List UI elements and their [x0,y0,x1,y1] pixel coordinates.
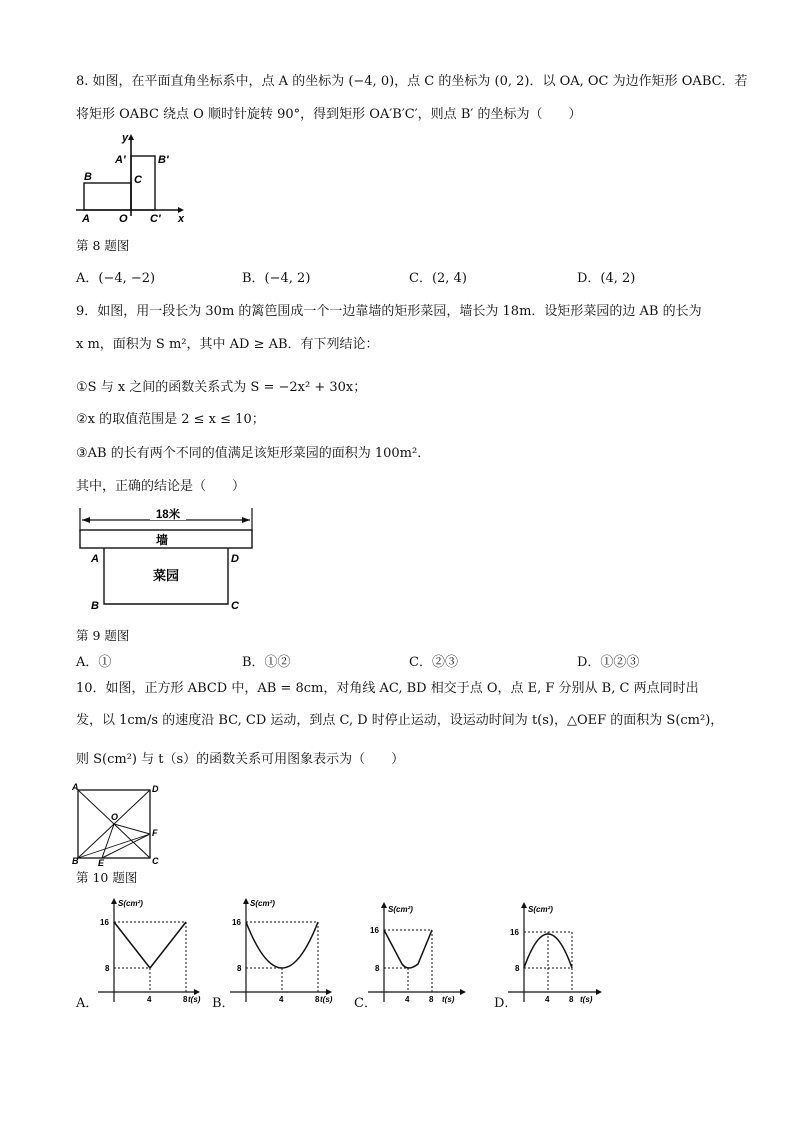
q9-garden-label: 菜园 [152,568,180,583]
q10-option-c-label[interactable]: C． [354,996,377,1011]
q10-graph-a-curve [114,922,186,968]
q10-option-a-label[interactable]: A． [76,996,99,1011]
q10-label-d: D [152,784,159,794]
svg-text:4: 4 [147,995,152,1004]
svg-text:t(s): t(s) [580,995,593,1004]
q9-label-d: D [231,553,239,565]
q10-stem-line-1: 10．如图，正方形 ABCD 中，AB = 8cm，对角线 AC, BD 相交于点 O，点 E, F 分别从 B, C 两点同时出 [76,681,699,696]
q10-graph-c[interactable] [362,900,470,1010]
q8-y-arrow [128,134,134,140]
q10-label-o: O [111,812,119,822]
q9-label-c: C [231,600,239,612]
q9-label-a: A [91,553,99,565]
q10-figure [72,782,162,866]
svg-text:8: 8 [315,995,320,1004]
q9-statement-1: ①S 与 x 之间的函数关系式为 S = −2x² + 30x； [76,380,367,395]
q9-option-c[interactable]: C．②③ [409,655,458,670]
q8-option-c[interactable]: C．(2, 4) [409,271,467,286]
svg-text:4: 4 [405,995,410,1004]
q8-label-b-prime: B′ [158,154,169,166]
q9-statement-3: ③AB 的长有两个不同的值满足该矩形菜园的面积为 100m²． [76,446,431,461]
svg-text:S(cm²): S(cm²) [250,899,275,908]
svg-text:t(s): t(s) [320,995,333,1004]
svg-text:8: 8 [105,964,110,973]
q10-option-b-label[interactable]: B． [212,996,235,1011]
q9-statement-2: ②x 的取值范围是 2 ≤ x ≤ 10； [76,412,265,427]
svg-text:16: 16 [510,928,519,937]
q8-option-b[interactable]: B．(−4, 2) [242,271,311,286]
svg-text:8: 8 [515,964,520,973]
q9-stem-line-2: x m，面积为 S m²，其中 AD ≥ AB．有下列结论： [76,337,379,352]
q8-caption: 第 8 题图 [76,238,130,253]
q10-label-e: E [98,858,105,866]
q9-label-b: B [91,600,99,612]
svg-text:S(cm²): S(cm²) [388,905,413,914]
svg-text:8: 8 [429,995,434,1004]
q9-wall-label: 墙 [155,533,169,547]
svg-text:16: 16 [232,918,241,927]
q10-graph-d-curve [524,934,572,968]
q9-figure [74,506,264,618]
svg-text:8: 8 [183,995,188,1004]
q8-label-y: y [122,132,129,144]
q10-graph-c-curve [384,930,432,968]
q8-stem-line-2: 将矩形 OABC 绕点 O 顺时针旋转 90°，得到矩形 OA′B′C′，则点 B′ 的坐标为（ ） [76,107,582,122]
svg-text:4: 4 [545,995,550,1004]
q8-figure [74,132,184,222]
q9-question: 其中，正确的结论是（ ） [76,479,246,494]
q8-label-a: A [82,213,90,222]
q9-caption: 第 9 题图 [76,628,130,643]
q8-label-o: O [119,213,128,222]
q10-option-d-label[interactable]: D． [494,996,518,1011]
q10-segment-bf [78,834,150,858]
q10-label-f: F [152,828,158,838]
q10-stem-line-2: 发，以 1cm/s 的速度沿 BC, CD 运动，到点 C, D 时停止运动，设运动时间为 t(s)，△OEF 的面积为 S(cm²)， [76,713,724,728]
svg-text:16: 16 [100,918,109,927]
q10-graph-a[interactable] [92,896,204,1010]
q10-graph-d[interactable] [502,900,606,1010]
q10-caption: 第 10 题图 [76,870,138,885]
svg-text:4: 4 [279,995,284,1004]
svg-text:S(cm²): S(cm²) [118,899,143,908]
q9-option-a[interactable]: A．① [76,655,112,670]
svg-text:t(s): t(s) [188,995,201,1004]
svg-text:8: 8 [237,964,242,973]
q9-option-b[interactable]: B．①② [242,655,291,670]
q8-rect-oabc [84,183,131,210]
q8-option-d[interactable]: D．(4, 2) [577,271,636,286]
q10-label-b: B [72,856,79,866]
svg-text:8: 8 [569,995,574,1004]
q8-stem-line-1: 8. 如图，在平面直角坐标系中，点 A 的坐标为 (−4, 0)，点 C 的坐标为 (0, 2)．以 OA, OC 为边作矩形 OABC．若 [76,74,748,89]
q10-stem-line-3: 则 S(cm²) 与 t（s）的函数关系可用图象表示为（ ） [76,752,405,767]
q9-option-d[interactable]: D．①②③ [577,655,640,670]
q9-length-label: 18米 [155,509,181,521]
q8-label-a-prime: A′ [115,154,126,166]
q8-label-x: x [178,213,184,222]
q8-label-c: C [134,174,142,186]
q10-graph-b-curve [246,922,318,968]
q10-label-a: A [72,782,79,792]
q10-graph-b[interactable] [224,896,336,1010]
svg-text:S(cm²): S(cm²) [528,905,553,914]
q10-label-c: C [152,856,159,866]
q9-stem-line-1: 9．如图，用一段长为 30m 的篱笆围成一个一边靠墙的矩形菜园，墙长为 18m．设矩形菜园的边 AB 的长为 [76,304,702,319]
q8-option-a[interactable]: A．(−4, −2) [76,271,156,286]
svg-text:16: 16 [370,926,379,935]
svg-text:t(s): t(s) [442,995,455,1004]
q8-label-c-prime: C′ [150,213,161,222]
svg-text:8: 8 [375,964,380,973]
q8-label-b: B [84,171,92,183]
